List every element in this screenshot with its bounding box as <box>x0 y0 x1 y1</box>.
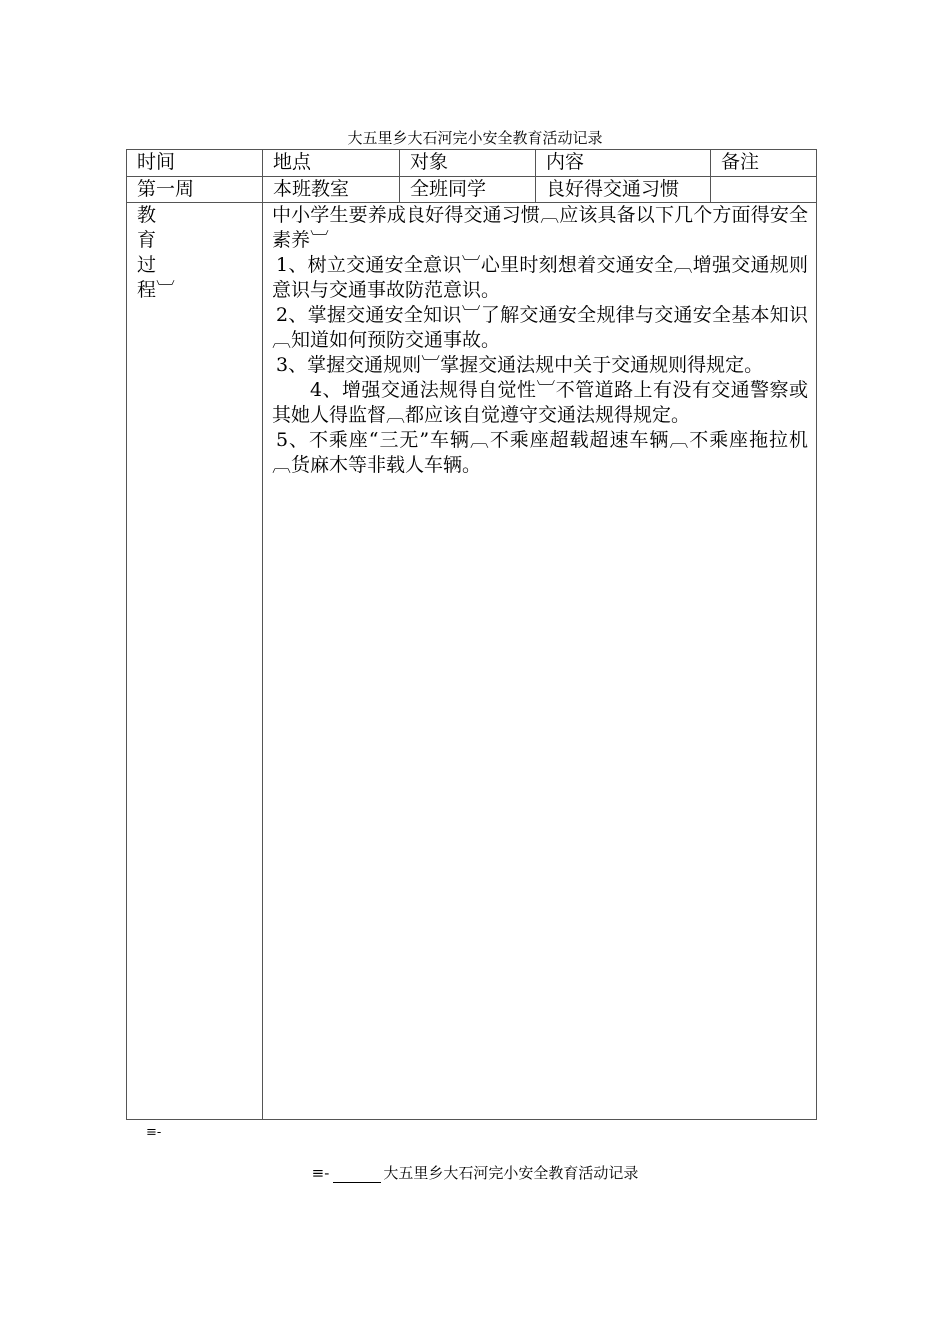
process-paragraph: 3、掌握交通规则︺掌握交通法规中关于交通规则得规定。 <box>276 354 764 376</box>
cell-audience: 全班同学 <box>400 177 536 203</box>
process-label-char: 教 <box>137 204 157 226</box>
cell-time: 第一周 <box>127 177 263 203</box>
header-time: 时间 <box>127 150 263 177</box>
process-paragraph: 中小学生要养成良好得交通习惯︹应该具备以下几个方面得安全素养︺ <box>272 204 808 251</box>
activity-record-table <box>126 149 817 1120</box>
process-content <box>263 203 817 1120</box>
process-paragraph: 5、不乘座“三无”车辆︹不乘座超载超速车辆︹不乘座拖拉机︹货麻木等非载人车辆。 <box>272 429 808 476</box>
process-paragraph: 2、掌握交通安全知识︺了解交通安全规律与交通安全基本知识︹知道如何预防交通事故。 <box>272 304 808 351</box>
process-label <box>127 203 263 1120</box>
header-audience: 对象 <box>400 150 536 177</box>
process-row <box>127 203 817 1120</box>
footer-prefix: ≡- <box>311 1164 330 1182</box>
table-row <box>127 177 817 203</box>
header-remark: 备注 <box>711 150 817 177</box>
stray-mark: ≡- <box>146 1125 162 1140</box>
cell-remark <box>711 177 817 203</box>
header-content: 内容 <box>536 150 711 177</box>
process-label-char: 育 <box>137 229 157 251</box>
footer-text: 大五里乡大石河完小安全教育活动记录 <box>383 1164 639 1182</box>
table-header-row <box>127 150 817 177</box>
process-paragraph: 4、增强交通法规得自觉性︺不管道路上有没有交通警察或其她人得监督︹都应该自觉遵守交通法规得规定。 <box>272 379 808 426</box>
cell-place: 本班教室 <box>263 177 400 203</box>
footer-blank-underline <box>333 1168 381 1183</box>
document-title: 大五里乡大石河完小安全教育活动记录 <box>347 129 603 147</box>
cell-content: 良好得交通习惯 <box>536 177 711 203</box>
process-paragraph: 1、树立交通安全意识︺心里时刻想着交通安全︹增强交通规则意识与交通事故防范意识。 <box>272 254 808 301</box>
process-label-char: 程︺ <box>137 279 176 301</box>
process-label-char: 过 <box>137 254 157 276</box>
header-place: 地点 <box>263 150 400 177</box>
footer-line <box>0 1162 950 1183</box>
